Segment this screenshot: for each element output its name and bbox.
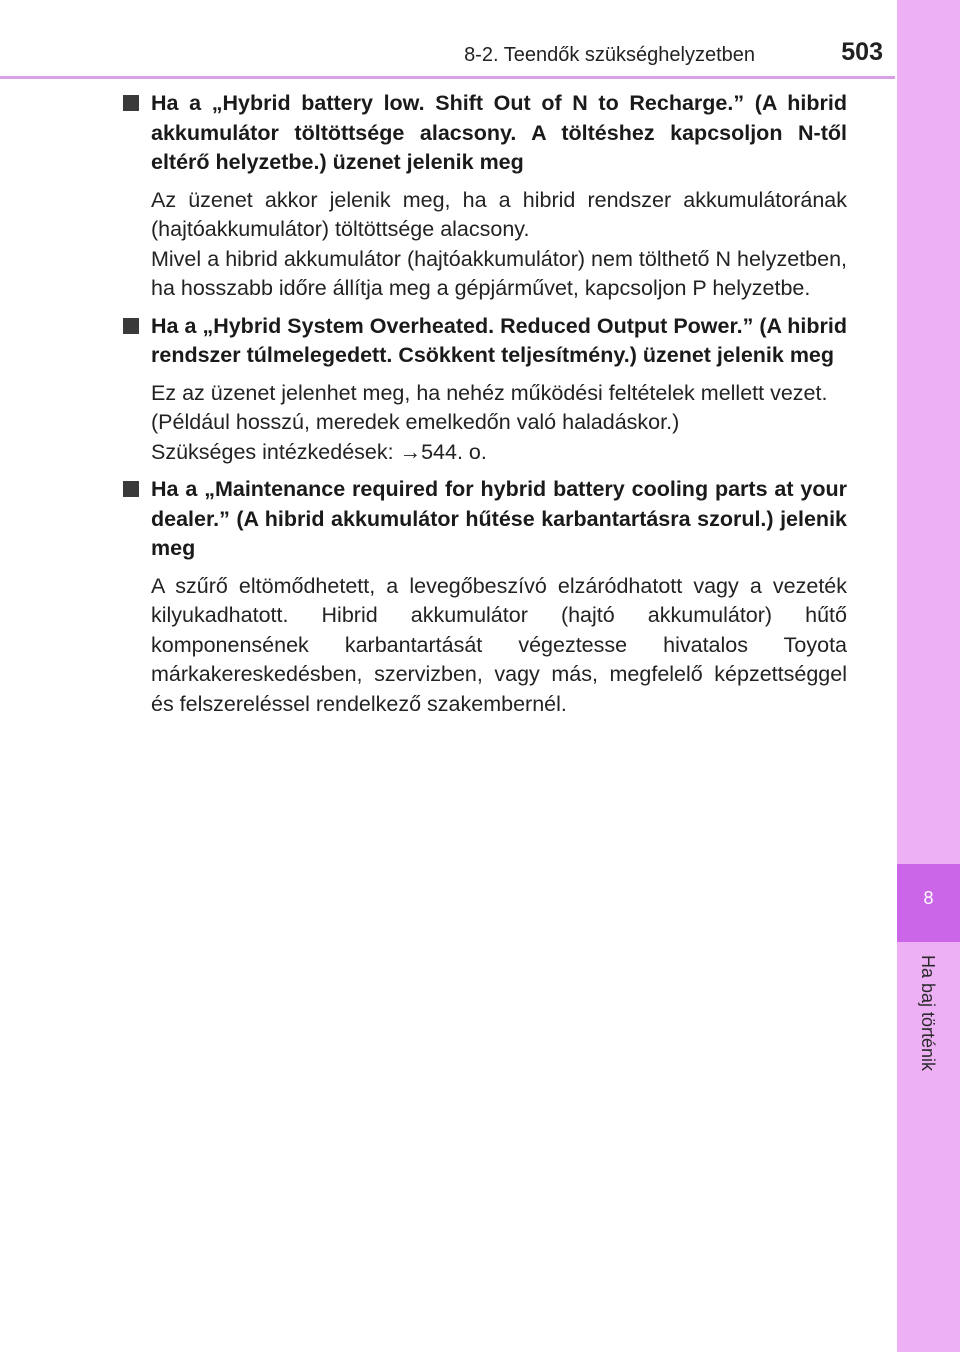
message-item xyxy=(120,475,847,719)
chapter-title: Ha baj történik xyxy=(918,955,938,1072)
item-heading-text: Ha a „Hybrid System Overheated. Reduced Output Power.” (A hibrid rendszer túlmelegedett. Csökkent teljesítmény.) üzenet jelenik meg xyxy=(151,313,847,367)
paragraph: Szükséges intézkedések: →544. o. xyxy=(151,439,487,464)
paragraph: Az üzenet akkor jelenik meg, ha a hibrid rendszer akkumulátorának (hajtóakkumulátor) töltöttsége alacsony. xyxy=(151,187,847,241)
page-header xyxy=(0,0,895,78)
item-heading xyxy=(120,312,847,371)
item-body xyxy=(120,572,847,720)
item-body xyxy=(120,379,847,468)
message-item xyxy=(120,89,847,304)
side-tab-strip xyxy=(897,0,960,1352)
paragraph: Ez az üzenet jelenhet meg, ha nehéz működési feltételek mellett vezet. xyxy=(151,380,828,405)
item-heading xyxy=(120,89,847,178)
square-bullet-icon xyxy=(123,481,139,497)
item-heading xyxy=(120,475,847,564)
chapter-number: 8 xyxy=(923,888,934,908)
page-number: 503 xyxy=(841,38,883,66)
item-heading-text: Ha a „Maintenance required for hybrid battery cooling parts at your dealer.” (A hibrid akkumulátor hűtése karbantartásra szorul.) jelenik meg xyxy=(151,477,847,560)
header-divider xyxy=(0,76,895,79)
section-title: 8-2. Teendők szükséghelyzetben xyxy=(464,44,755,66)
item-heading-text: Ha a „Hybrid battery low. Shift Out of N to Recharge.” (A hibrid akkumulátor töltöttsége alacsony. A töltéshez kapcsoljon N-től eltérő helyzetbe.) üzenet jelenik meg xyxy=(151,91,847,174)
message-item xyxy=(120,312,847,468)
paragraph: Mivel a hibrid akkumulátor (hajtóakkumulátor) nem tölthető N helyzetben, ha hosszabb időre állítja meg a gépjárművet, kapcsoljon P helyzetbe. xyxy=(151,246,847,300)
item-body xyxy=(120,186,847,304)
square-bullet-icon xyxy=(123,95,139,111)
paragraph: A szűrő eltömődhetett, a levegőbeszívó elzáródhatott vagy a vezeték kilyukadhatott. Hibrid akkumulátor (hajtó akkumulátor) hűtő komponensének karbantartását végeztesse hivatalos Toyota márkakereskedésben, szervizben, vagy más, megfelelő képzettséggel és felszereléssel rendelkező szakembernél. xyxy=(151,573,847,716)
paragraph: (Például hosszú, meredek emelkedőn való haladáskor.) xyxy=(151,410,680,434)
chapter-tab xyxy=(897,864,960,942)
square-bullet-icon xyxy=(123,318,139,334)
main-content xyxy=(120,89,847,727)
